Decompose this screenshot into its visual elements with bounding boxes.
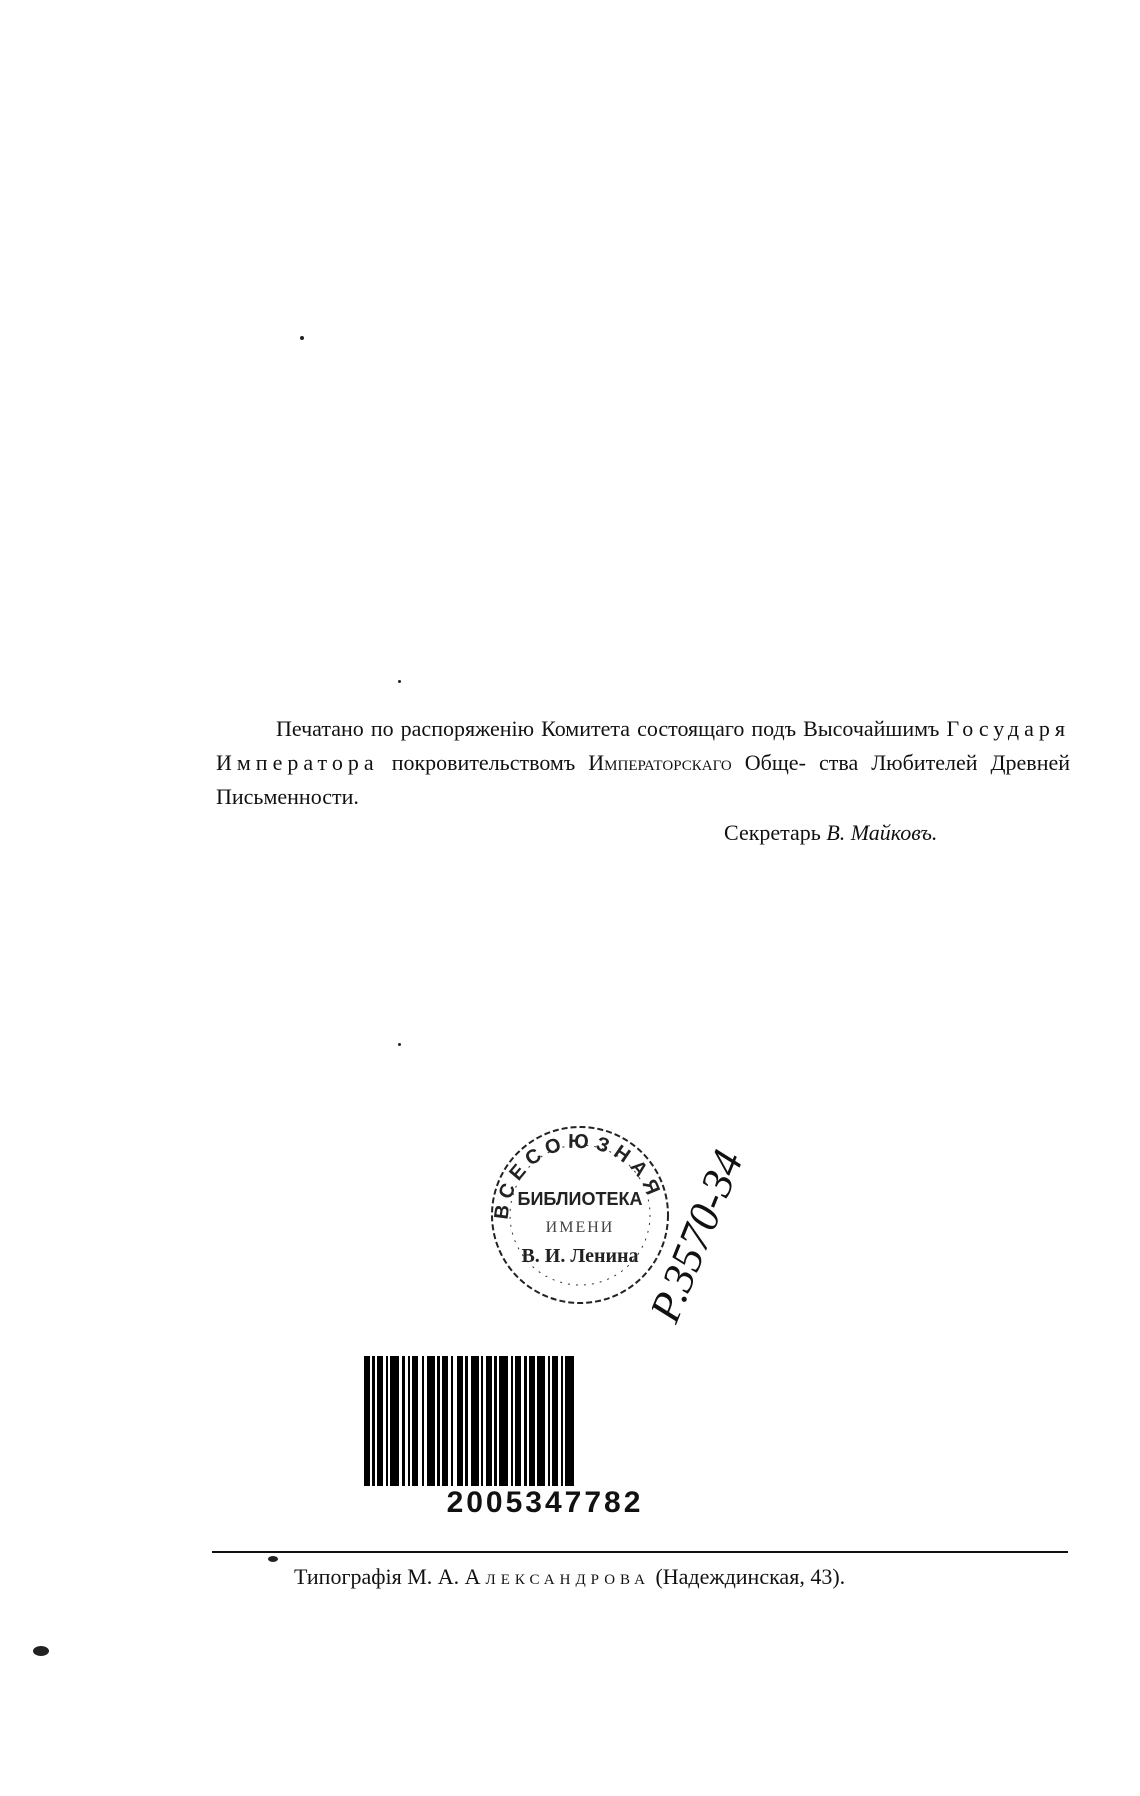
handwritten-shelfmark	[652, 1110, 782, 1340]
shelfmark-text: Р.3570-34	[652, 1143, 753, 1329]
ink-speck	[300, 336, 304, 340]
imprimatur-society-start: Обще-	[731, 750, 806, 775]
barcode-bar	[442, 1356, 448, 1486]
barcode-bar	[377, 1356, 383, 1486]
imprimatur-line-3: ства Любителей Древней Письменности.	[216, 750, 1071, 809]
imprimatur-patronage: покровительствомъ	[378, 750, 589, 775]
secretary-name: В. Майковъ.	[826, 820, 938, 845]
barcode-bar	[511, 1356, 513, 1486]
secretary-signature	[724, 816, 937, 850]
barcode-bar	[386, 1356, 388, 1486]
barcode-bar	[486, 1356, 492, 1486]
imprimatur-sovereign: Государя Императора	[216, 716, 1070, 775]
barcode-bar	[552, 1356, 558, 1486]
barcode-bar	[499, 1356, 508, 1486]
stamp-line-2: ИМЕНИ	[545, 1219, 615, 1236]
barcode-bar	[364, 1356, 370, 1486]
library-stamp	[480, 1110, 680, 1310]
barcode-bar	[390, 1356, 399, 1486]
barcode	[360, 1356, 730, 1536]
barcode-bar	[402, 1356, 405, 1486]
barcode-bar	[465, 1356, 468, 1486]
library-stamp-seal	[480, 1110, 680, 1310]
printer-imprint	[294, 1560, 845, 1594]
secretary-role: Секретарь	[724, 820, 827, 845]
barcode-number: 2005347782	[446, 1486, 644, 1519]
ink-speck	[33, 1646, 49, 1656]
barcode-bar	[537, 1356, 545, 1486]
printer-name: Александрова	[464, 1564, 650, 1589]
stamp-ring-text: ВСЕСОЮЗНАЯ	[490, 1130, 667, 1221]
imprint-rule	[212, 1551, 1068, 1553]
ink-speck	[268, 1556, 278, 1562]
barcode-bar	[565, 1356, 574, 1486]
stamp-line-3: В. И. Ленина	[521, 1245, 639, 1267]
ink-speck	[398, 1043, 401, 1046]
barcode-bar	[412, 1356, 418, 1486]
imprimatur-imperial: Императорскаго	[588, 750, 732, 775]
barcode-bar	[372, 1356, 375, 1486]
stamp-line-1: БИБЛИОТЕКА	[517, 1189, 643, 1209]
barcode-bar	[515, 1356, 521, 1486]
barcode-bars	[360, 1356, 730, 1486]
barcode-bar	[451, 1356, 453, 1486]
imprimatur-text	[216, 712, 1070, 814]
printer-address: (Надеждинская, 43).	[649, 1564, 846, 1589]
barcode-bar	[471, 1356, 479, 1486]
barcode-bar	[437, 1356, 440, 1486]
barcode-bar	[427, 1356, 435, 1486]
barcode-bar	[529, 1356, 535, 1486]
barcode-bar	[561, 1356, 563, 1486]
barcode-bar	[408, 1356, 410, 1486]
ink-speck	[398, 680, 401, 683]
imprimatur-line-1: Печатано по распоряженію Комитета состоящаго подъ Высочайшимъ	[276, 716, 940, 741]
printer-label: Типографія М. А.	[294, 1564, 465, 1589]
barcode-bar	[548, 1356, 550, 1486]
handwritten-shelfmark-svg	[652, 1110, 782, 1340]
barcode-bar	[524, 1356, 527, 1486]
barcode-bar	[494, 1356, 497, 1486]
barcode-bar	[457, 1356, 463, 1486]
barcode-bar	[422, 1356, 424, 1486]
barcode-bar	[481, 1356, 483, 1486]
